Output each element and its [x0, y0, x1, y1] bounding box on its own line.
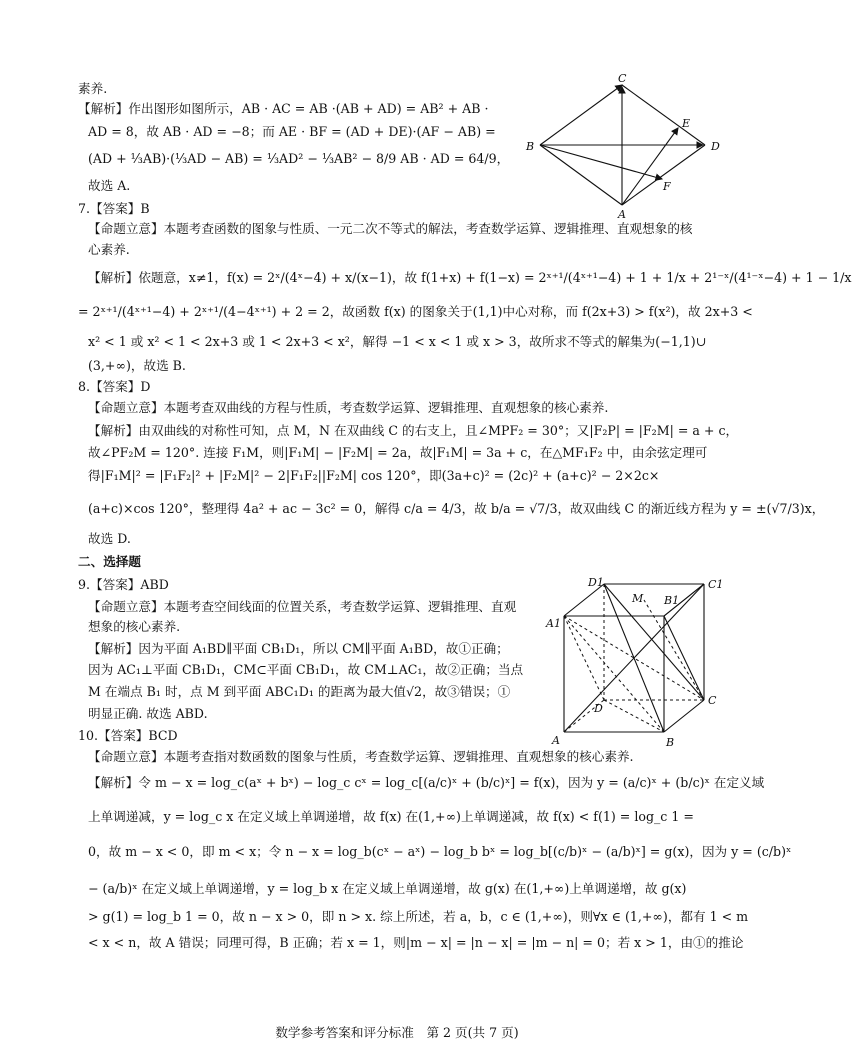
point-label: D1 — [588, 576, 604, 589]
text-line: (3,+∞)，故选 B. — [88, 358, 186, 373]
text-line: > g(1) = log_b 1 = 0，故 n − x > 0，即 n > x. 综上所述，若 a，b，c ∈ (1,+∞)，则∀x ∈ (1,+∞)，都有 1 < m — [88, 909, 749, 924]
text-line: 【命题立意】本题考查双曲线的方程与性质，考查数学运算、逻辑推理、直观想象的核心素养. — [88, 400, 609, 415]
vector-figure — [522, 72, 732, 222]
section-heading: 二、选择题 — [78, 554, 141, 569]
text-line: < x < n，故 A 错误；同理可得，B 正确；若 x = 1，则|m − x| = |n − x| = |m − n| = 0；若 x > 1，由①的推论 — [88, 935, 744, 950]
point-label: C1 — [708, 578, 724, 591]
text-line: 心素养. — [88, 242, 130, 257]
text-line: 故选 A. — [88, 178, 131, 193]
text-line: (a+c)×cos 120°，整理得 4a² + ac − 3c² = 0，解得 c/a = 4/3，故 b/a = √7/3，故双曲线 C 的渐近线方程为 y = ±(√7/3)x， — [88, 501, 825, 516]
text-line: 【解析】依题意，x≠1，f(x) = 2ˣ/(4ˣ−4) + x/(x−1)，故 f(1+x) + f(1−x) = 2ˣ⁺¹/(4ˣ⁺¹−4) + 1 + 1/x + 2¹⁻ˣ/(4¹⁻ˣ−4) + 1 − 1/x — [88, 270, 852, 285]
answer-heading: 10.【答案】BCD — [78, 728, 178, 743]
text-line: 【解析】由双曲线的对称性可知，点 M，N 在双曲线 C 的右支上，且∠MPF₂ = 30°；又|F₂P| = |F₂M| = a + c， — [88, 423, 739, 438]
text-line: 0，故 m − x < 0，即 m < x；令 n − x = log_b(cˣ − aˣ) − log_b bˣ = log_b[(c/b)ˣ − (a/b)ˣ] = g(x)，因为 y = (c/b)ˣ — [88, 844, 792, 859]
text-line: = 2ˣ⁺¹/(4ˣ⁺¹−4) + 2ˣ⁺¹/(4−4ˣ⁺¹) + 2 = 2，故函数 f(x) 的图象关于(1,1)中心对称，而 f(2x+3) > f(x²)，故 2x+3 < — [78, 304, 753, 319]
point-label: A1 — [546, 617, 561, 630]
point-label: C — [708, 694, 717, 707]
text-line: 明显正确. 故选 ABD. — [88, 706, 208, 721]
answer-heading: 9.【答案】ABD — [78, 577, 169, 592]
point-label: D — [711, 140, 720, 153]
text-line: x² < 1 或 x² < 1 < 2x+3 或 1 < 2x+3 < x²，解得 −1 < x < 1 或 x > 3，故所求不等式的解集为(−1,1)∪ — [88, 334, 707, 349]
answer-heading: 8.【答案】D — [78, 379, 151, 394]
point-label: B — [526, 140, 535, 153]
point-label: C — [618, 72, 627, 85]
text-line: 【命题立意】本题考查空间线面的位置关系，考查数学运算、逻辑推理、直观 — [88, 599, 517, 614]
page-footer: 数学参考答案和评分标准 第 2 页(共 7 页) — [275, 1025, 519, 1040]
text-line: 【解析】令 m − x = log_c(aˣ + bˣ) − log_c cˣ = log_c[(a/c)ˣ + (b/c)ˣ] = f(x)，因为 y = (a/c)ˣ + (b/c)ˣ 在定义域 — [88, 775, 765, 790]
text-line: 【命题立意】本题考查函数的图象与性质、一元二次不等式的解法，考查数学运算、逻辑推理、直观想象的核 — [88, 221, 693, 236]
point-label: A — [552, 734, 560, 747]
text-line: 得|F₁M|² = |F₁F₂|² + |F₂M|² − 2|F₁F₂||F₂M| cos 120°，即(3a+c)² = (2c)² + (a+c)² − 2×2c× — [88, 468, 660, 483]
text-line: 【解析】作出图形如图所示，AB · AC = AB ·(AB + AD) = AB² + AB · — [78, 101, 489, 116]
answer-heading: 7.【答案】B — [78, 201, 150, 216]
text-line: M 在端点 B₁ 时，点 M 到平面 ABC₁D₁ 的距离为最大值√2，故③错误；① — [88, 684, 511, 699]
text-line: 素养. — [78, 81, 108, 96]
text-line: (AD + ⅓AB)·(⅓AD − AB) = ⅓AD² − ⅓AB² − 8/9 AB · AD = 64/9， — [88, 151, 510, 166]
text-line: AD = 8，故 AB · AD = −8；而 AE · BF = (AD + DE)·(AF − AB) = — [88, 124, 496, 139]
cube-figure — [540, 574, 724, 750]
point-label: A — [618, 208, 626, 221]
point-label: B — [666, 736, 675, 749]
text-line: 故∠PF₂M = 120°. 连接 F₁M，则|F₁M| − |F₂M| = 2a，故|F₁M| = 3a + c，在△MF₁F₂ 中，由余弦定理可 — [88, 445, 708, 460]
text-line: 故选 D. — [88, 531, 131, 546]
text-line: 【解析】因为平面 A₁BD∥平面 CB₁D₁，所以 CM∥平面 A₁BD，故①正确； — [88, 641, 509, 656]
text-line: − (a/b)ˣ 在定义域上单调递增，y = log_b x 在定义域上单调递增，故 g(x) 在(1,+∞)上单调递增，故 g(x) — [88, 881, 687, 896]
point-label: B1 — [664, 594, 680, 607]
point-label: E — [682, 117, 691, 130]
point-label: M — [632, 592, 644, 605]
text-line: 想象的核心素养. — [88, 619, 181, 634]
text-line: 【命题立意】本题考查指对数函数的图象与性质，考查数学运算、逻辑推理、直观想象的核心素养. — [88, 749, 634, 764]
point-label: D — [594, 702, 603, 715]
point-label: F — [663, 180, 671, 193]
text-line: 因为 AC₁⊥平面 CB₁D₁，CM⊂平面 CB₁D₁，故 CM⊥AC₁，故②正确；当点 — [88, 662, 524, 677]
text-line: 上单调递减，y = log_c x 在定义域上单调递增，故 f(x) 在(1,+∞)上单调递减，故 f(x) < f(1) = log_c 1 = — [88, 809, 694, 824]
